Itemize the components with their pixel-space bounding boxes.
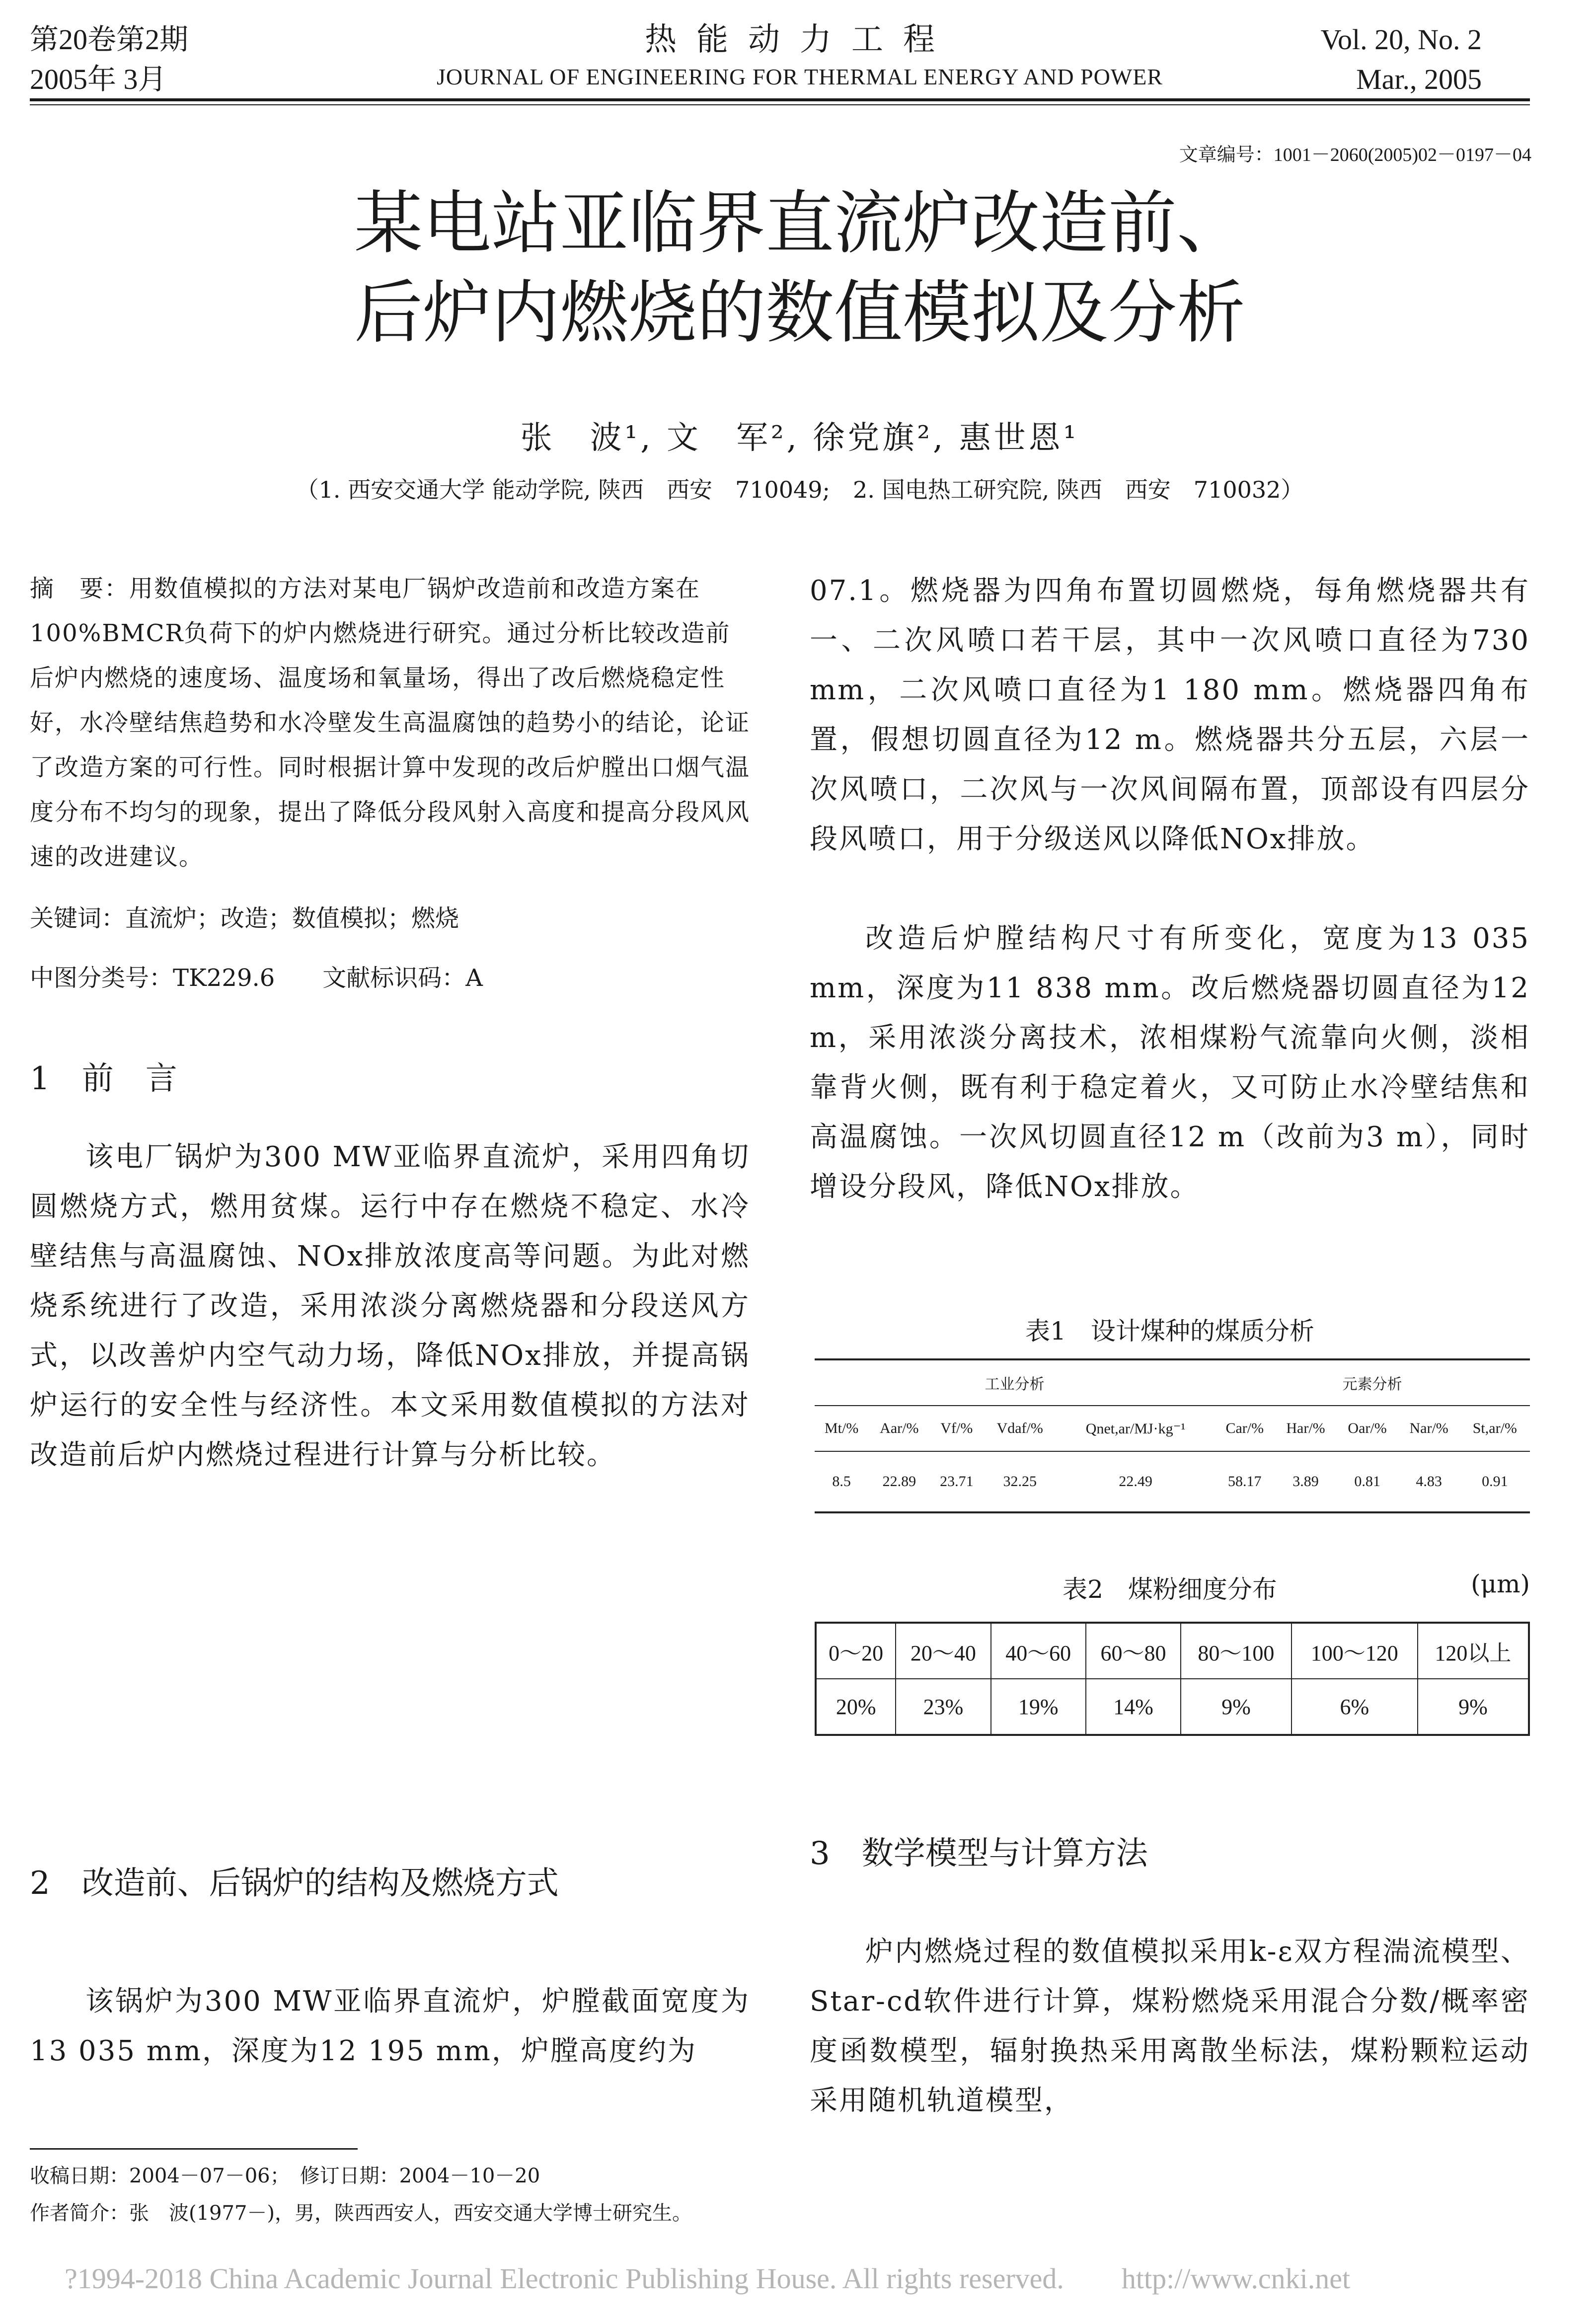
- article-id: 文章编号：1001－2060(2005)02－0197－04: [1179, 145, 1531, 165]
- table1-cell: 3.89: [1292, 1473, 1319, 1490]
- section-1-paragraph: 该电厂锅炉为300 MW亚临界直流炉，采用四角切圆燃烧方式，燃用贫煤。运行中存在燃烧不稳定、水冷壁结焦与高温腐蚀、NOx排放浓度高等问题。为此对燃烧系统进行了改造，采用浓淡分离燃烧器和分段送风方式，以改善炉内空气动力场，降低NOx排放，并提高锅炉运行的安全性与经济性。本文采用数值模拟的方法对改造前后炉内燃烧过程进行计算与分析比较。: [30, 1141, 750, 1471]
- table1-header: Nar/%: [1398, 1406, 1460, 1451]
- table2-header: 120以上: [1418, 1623, 1529, 1679]
- table1-header: Har/%: [1275, 1406, 1336, 1451]
- article-title: [149, 179, 1450, 358]
- affiliation: （1. 西安交通大学 能动学院, 陕西 西安 710049; 2. 国电热工研究院, 陕西 西安 710032）: [296, 476, 1304, 503]
- column2-paragraph-2: 改造后炉膛结构尺寸有所变化，宽度为13 035 mm，深度为11 838 mm。改后燃烧器切圆直径为12 m，采用浓淡分离技术，浓相煤粉气流靠向火侧，淡相靠背火侧，既有利于稳定着火，又可防止水冷壁结焦和高温腐蚀。一次风切圆直径12 m（改前为3 m），同时增设分段风，降低NOx排放。: [810, 922, 1530, 1203]
- table1-header: Oar/%: [1337, 1406, 1398, 1451]
- authors: 张 波¹, 文 军², 徐党旗², 惠世恩¹: [520, 420, 1079, 456]
- table1-header: Qnet,ar/MJ·kg⁻¹: [1057, 1406, 1215, 1451]
- abstract: [30, 566, 750, 879]
- table2-cell: 20%: [836, 1694, 876, 1719]
- table1-caption: 表1 设计煤种的煤质分析: [1025, 1317, 1314, 1346]
- table2-cell: 9%: [1418, 1679, 1529, 1735]
- title-line-2: 后炉内燃烧的数值模拟及分析: [354, 273, 1245, 353]
- abstract-text: 用数值模拟的方法对某电厂锅炉改造前和改造方案在100%BMCR负荷下的炉内燃烧进行研究。通过分析比较改造前后炉内燃烧的速度场、温度场和氧量场，得出了改后燃烧稳定性好，水冷壁结焦趋势和水冷壁发生高温腐蚀的趋势小的结论，论证了改造方案的可行性。同时根据计算中发现的改后炉膛出口烟气温度分布不均匀的现象，提出了降低分段风射入高度和提高分段风风速的改进建议。: [30, 575, 751, 871]
- table2-cell: 23%: [896, 1679, 990, 1735]
- journal-chinese-name: 热能动力工程: [645, 21, 955, 58]
- table1-value-row: [815, 1451, 1530, 1512]
- title-line-1: 某电站亚临界直流炉改造前、: [354, 183, 1245, 263]
- table2-header: 0～20: [816, 1623, 896, 1679]
- table2-header: 80～100: [1181, 1623, 1292, 1679]
- section-1-title: 1 前 言: [30, 1060, 177, 1097]
- table2-value-row: [816, 1679, 1529, 1735]
- table2-header: 20～40: [896, 1623, 990, 1679]
- table2-header: 100～120: [1292, 1623, 1418, 1679]
- table2-cell: 6%: [1292, 1679, 1418, 1735]
- table1-header: St,ar/%: [1460, 1406, 1530, 1451]
- table1-cell: 23.71: [940, 1473, 974, 1490]
- table1-cell: 58.17: [1228, 1473, 1262, 1490]
- table2-caption: 表2 煤粉细度分布: [1063, 1575, 1277, 1604]
- table1-cell: 22.89: [882, 1473, 916, 1490]
- table2-cell: 9%: [1181, 1679, 1292, 1735]
- table2-cell: 14%: [1086, 1679, 1181, 1735]
- table1-cell: 22.49: [1119, 1473, 1152, 1490]
- journal-masthead: [378, 20, 1222, 94]
- footnote-author: 作者简介：张 波(1977－)，男，陕西西安人，西安交通大学博士研究生。: [30, 2202, 692, 2225]
- table1-header: Vdaf/%: [983, 1406, 1057, 1451]
- journal-english-name: JOURNAL OF ENGINEERING FOR THERMAL ENERGY AND POWER: [436, 64, 1163, 89]
- table1-header-row: [815, 1406, 1530, 1451]
- section-2-title: 2 改造前、后锅炉的结构及燃烧方式: [30, 1865, 559, 1902]
- table2-cell: 19%: [991, 1679, 1086, 1735]
- table1-header: Aar/%: [868, 1406, 930, 1451]
- table1-group-proximate: 工业分析: [985, 1376, 1045, 1393]
- table1-cell: 0.91: [1482, 1473, 1508, 1490]
- table2-unit: (μm): [1471, 1570, 1530, 1598]
- copyright-footer: ?1994-2018 China Academic Journal Electronic Publishing House. All rights reserved. http://www.cnki.net: [65, 2262, 1351, 2295]
- header-right-line2: Mar., 2005: [1356, 63, 1482, 95]
- header-rule-thin: [30, 104, 1530, 105]
- section-3-title: 3 数学模型与计算方法: [810, 1835, 1148, 1872]
- column2-paragraph-1: 07.1。燃烧器为四角布置切圆燃烧，每角燃烧器共有一、二次风喷口若干层，其中一次风喷口直径为730 mm，二次风喷口直径为1 180 mm。燃烧器四角布置，假想切圆直径为12 m。燃烧器共分五层，六层一次风喷口，二次风与一次风间隔布置，顶部设有四层分段风喷口，用于分级送风以降低NOx排放。: [810, 575, 1530, 855]
- table1-header: Vf/%: [930, 1406, 983, 1451]
- header-left-line1: 第20卷第2期: [30, 23, 189, 56]
- table1-cell: 32.25: [1003, 1473, 1037, 1490]
- table1-group-ultimate: 元素分析: [1342, 1376, 1402, 1393]
- footnote-dates: 收稿日期：2004－07－06； 修订日期：2004－10－20: [30, 2165, 540, 2187]
- keywords: 关键词：直流炉；改造；数值模拟；燃烧: [30, 904, 459, 932]
- abstract-label: 摘 要：: [30, 575, 130, 602]
- table1-cell: 0.81: [1354, 1473, 1380, 1490]
- classification: 中图分类号：TK229.6 文献标识码：A: [30, 964, 483, 992]
- table1: [815, 1358, 1530, 1513]
- header-volume-issue: [30, 20, 288, 99]
- table1-cell: 4.83: [1416, 1473, 1442, 1490]
- header-rule-thick: [30, 98, 1530, 101]
- table2-header: 60～80: [1086, 1623, 1181, 1679]
- header-vol-no: [1223, 20, 1482, 99]
- header-left-line2: 2005年 3月: [30, 63, 167, 95]
- table1-header: Car/%: [1215, 1406, 1275, 1451]
- table2-header-row: [816, 1623, 1529, 1679]
- header-right-line1: Vol. 20, No. 2: [1320, 23, 1482, 56]
- section-3-paragraph: 炉内燃烧过程的数值模拟采用k-ε双方程湍流模型、Star-cd软件进行计算，煤粉燃烧采用混合分数/概率密度函数模型，辐射换热采用离散坐标法，煤粉颗粒运动采用随机轨道模型，: [810, 1936, 1530, 2117]
- table1-group-row: [815, 1359, 1530, 1406]
- table2-header: 40～60: [991, 1623, 1086, 1679]
- section-2-paragraph: 该锅炉为300 MW亚临界直流炉，炉膛截面宽度为13 035 mm，深度为12 195 mm，炉膛高度约为: [30, 1985, 750, 2067]
- table1-cell: 8.5: [832, 1473, 851, 1490]
- footnote-rule: [30, 2148, 358, 2150]
- table2: [815, 1622, 1530, 1736]
- table1-header: Mt/%: [815, 1406, 868, 1451]
